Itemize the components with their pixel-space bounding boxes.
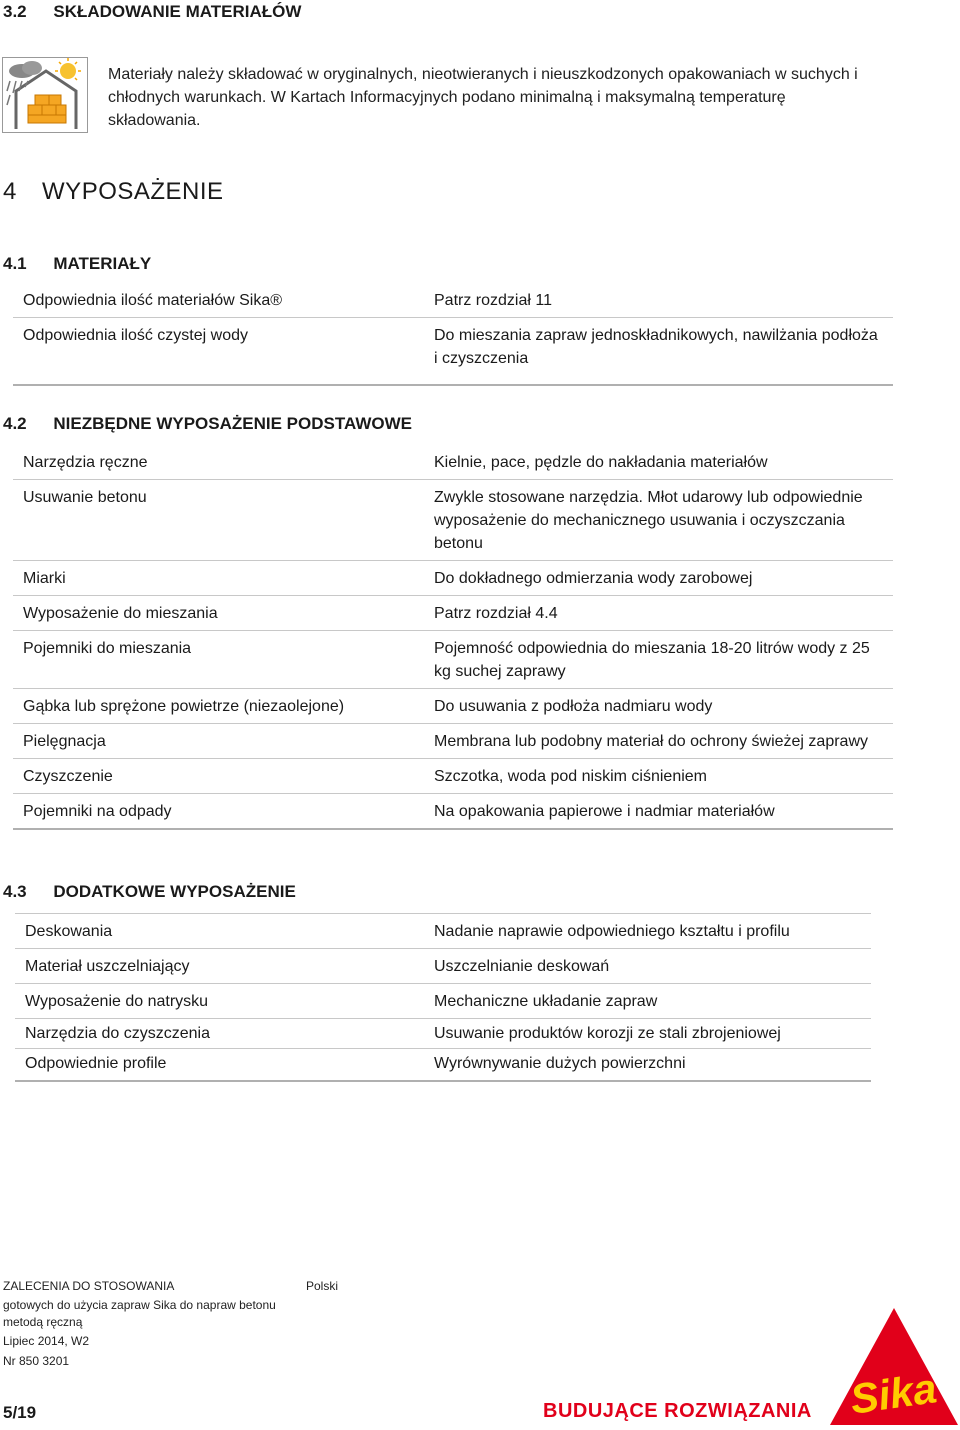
row-label: Czyszczenie [13, 759, 424, 794]
table-row [15, 1019, 871, 1049]
table-row [13, 631, 893, 689]
row-value: Zwykle stosowane narzędzia. Młot udarowy lub odpowiednie wyposażenie do mechanicznego usuwania i oczyszczania betonu [434, 489, 863, 552]
section-title: MATERIAŁY [53, 254, 152, 273]
section-number: 3.2 [3, 2, 27, 21]
row-value: Do mieszania zapraw jednoskładnikowych, nawilżania podłoża i czyszczenia [424, 318, 893, 386]
table-row [13, 596, 893, 631]
row-value: Kielnie, pace, pędzle do nakładania materiałów [424, 445, 893, 480]
section-title: NIEZBĘDNE WYPOSAŻENIE PODSTAWOWE [53, 414, 412, 433]
table-row [13, 445, 893, 480]
section-4-3-heading [3, 882, 296, 902]
row-value: Do dokładnego odmierzania wody zarobowej [424, 561, 893, 596]
row-value: Do usuwania z podłoża nadmiaru wody [424, 689, 893, 724]
row-value: Wyrównywanie dużych powierzchni [424, 1049, 871, 1082]
table-row [13, 759, 893, 794]
section-4-2-heading [3, 414, 412, 434]
chapter-title: WYPOSAŻENIE [42, 178, 224, 205]
table-row [15, 949, 871, 984]
section-title: SKŁADOWANIE MATERIAŁÓW [53, 2, 302, 21]
table-row [15, 914, 871, 949]
sika-logo [830, 1308, 958, 1425]
row-value: Pojemność odpowiednia do mieszania 18-20 litrów wody z 25 kg suchej zaprawy [424, 631, 893, 689]
footer-date: Lipiec 2014, W2 [3, 1334, 90, 1348]
chapter-4-heading [3, 178, 224, 206]
row-value: Szczotka, woda pod niskim ciśnieniem [424, 759, 893, 794]
section-3-2-heading [3, 2, 301, 22]
row-label: Deskowania [15, 914, 424, 949]
row-label: Wyposażenie do natrysku [15, 984, 424, 1019]
footer-doc-number: Nr 850 3201 [3, 1354, 70, 1368]
footer-subtitle-2: metodą ręczną [3, 1315, 83, 1329]
row-label: Miarki [13, 561, 424, 596]
table-row [13, 318, 893, 386]
row-label: Odpowiednia ilość czystej wody [13, 318, 424, 386]
row-value: Uszczelnianie deskowań [424, 949, 871, 984]
storage-paragraph: Materiały należy składować w oryginalnych, nieotwieranych i nieuszkodzonych opakowaniach w suchych i chłodnych warunkach. W Kartach Informacyjnych podano minimalną i maksymalną temperaturę składowania. [108, 66, 858, 129]
additional-equipment-table [15, 913, 871, 1082]
section-title: DODATKOWE WYPOSAŻENIE [53, 882, 296, 901]
table-row [13, 283, 893, 318]
table-row [13, 689, 893, 724]
row-value: Patrz rozdział 11 [424, 283, 893, 318]
row-value: Na opakowania papierowe i nadmiar materiałów [424, 794, 893, 830]
section-4-1-heading [3, 254, 151, 274]
section-number: 4.3 [3, 882, 27, 901]
brand-slogan: BUDUJĄCE ROZWIĄZANIA [543, 1400, 812, 1422]
row-label: Narzędzia do czyszczenia [15, 1019, 424, 1049]
row-label: Odpowiednia ilość materiałów Sika® [13, 283, 424, 318]
row-label: Materiał uszczelniający [15, 949, 424, 984]
section-number: 4.2 [3, 414, 27, 433]
row-value: Nadanie naprawie odpowiedniego kształtu i profilu [424, 914, 871, 949]
row-value: Mechaniczne układanie zapraw [424, 984, 871, 1019]
chapter-number: 4 [3, 178, 17, 205]
row-label: Pojemniki do mieszania [13, 631, 424, 689]
basic-equipment-table [13, 445, 893, 830]
row-value: Usuwanie produktów korozji ze stali zbrojeniowej [424, 1019, 871, 1049]
table-row [13, 794, 893, 830]
row-value: Membrana lub podobny materiał do ochrony świeżej zaprawy [424, 724, 893, 759]
row-label: Wyposażenie do mieszania [13, 596, 424, 631]
row-label: Gąbka lub sprężone powietrze (niezaolejone) [13, 689, 424, 724]
table-row [13, 724, 893, 759]
row-label: Pielęgnacja [13, 724, 424, 759]
sika-logo-text: Sika [847, 1364, 940, 1423]
row-label: Odpowiednie profile [15, 1049, 424, 1082]
footer-doc-type: ZALECENIA DO STOSOWANIA [3, 1279, 175, 1293]
section-number: 4.1 [3, 254, 27, 273]
table-row [13, 480, 893, 561]
page-number: 5/19 [3, 1403, 37, 1422]
table-row [15, 1049, 871, 1082]
footer-language: Polski [306, 1279, 339, 1293]
materials-table [13, 283, 893, 386]
footer-subtitle-1: gotowych do użycia zapraw Sika do napraw betonu [3, 1298, 276, 1312]
row-label: Pojemniki na odpady [13, 794, 424, 830]
row-label: Usuwanie betonu [23, 489, 147, 506]
row-value: Patrz rozdział 4.4 [424, 596, 893, 631]
row-label: Narzędzia ręczne [13, 445, 424, 480]
table-row [13, 561, 893, 596]
storage-conditions-icon [2, 57, 88, 133]
table-row [15, 984, 871, 1019]
